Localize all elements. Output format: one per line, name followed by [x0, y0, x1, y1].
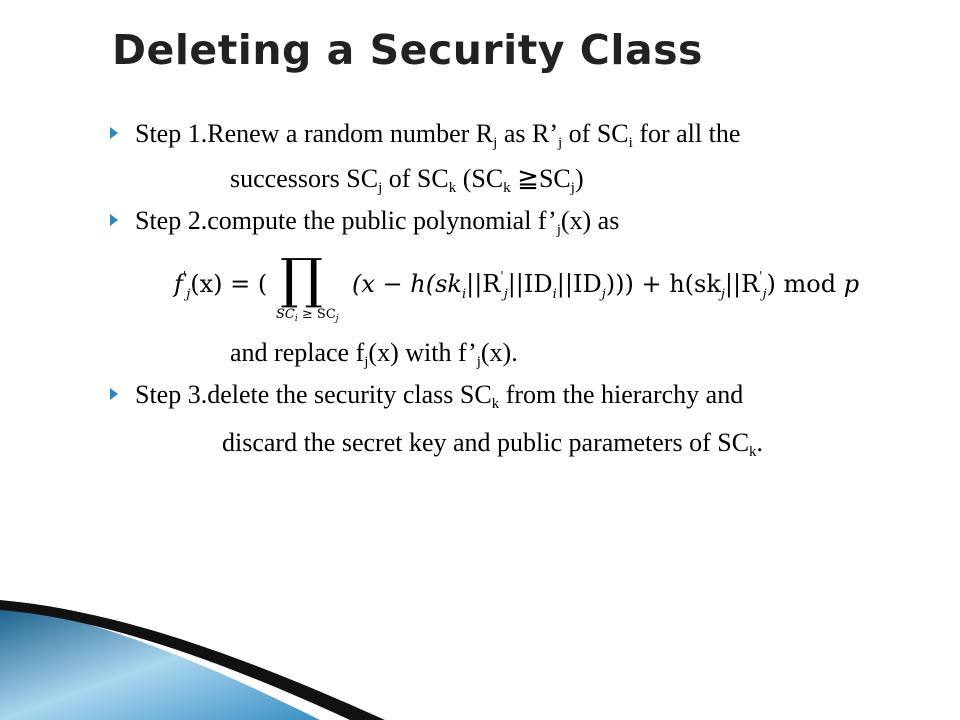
step2-line1: Step 2.compute the public polynomial $f’_j(x)$ as — [135, 206, 620, 238]
step1-line1: Step 1.Renew a random number $R_j$ as $R’_j$ of $SC_i$ for all the — [135, 119, 741, 151]
step3-line2: discard the secret key and public parameters of $SC_k$. — [222, 428, 764, 460]
product-symbol: ∏ — [280, 247, 323, 310]
swoosh-blue-shape — [0, 606, 320, 720]
step2-line2: and replace $f_j(x)$ with $f’_j(x)$. — [230, 338, 518, 370]
product-limits: $SC_i \ge SC_j$ — [276, 307, 339, 324]
polynomial-formula: $f'_j(x)$ = ( ∏ $SC_i \ge SC_j$ $(x - h(sk_i||R'_j||ID_i||ID_j))) + h(sk_j||R'_j)$ mod p — [174, 247, 860, 324]
step1-line2: successors $SC_j$ of $SC_k$ ($SC_k$ $≧SC_j$) — [230, 164, 584, 196]
slide-title: Deleting a Security Class — [112, 26, 703, 74]
step3-line1: Step 3.delete the security class $SC_k$ from the hierarchy and — [135, 380, 744, 412]
